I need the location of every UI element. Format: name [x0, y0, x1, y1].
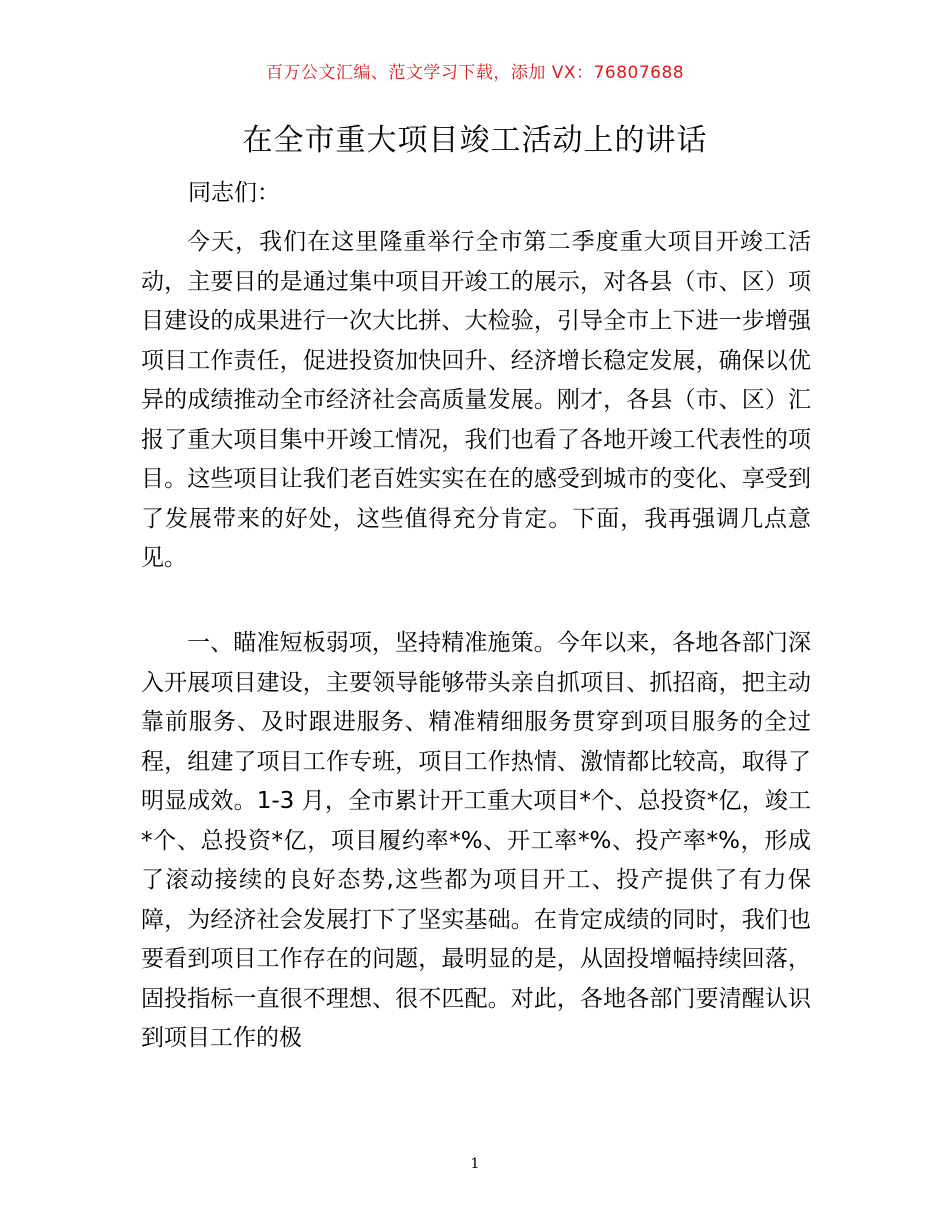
- paragraph-section-one: 一、瞄准短板弱项，坚持精准施策。今年以来，各地各部门深入开展项目建设，主要领导能够带头亲自抓项目、抓招商，把主动靠前服务、及时跟进服务、精准精细服务贯穿到项目服务的全过程，组建了项目工作专班，项目工作热情、激情都比较高，取得了明显成效。1-3 月，全市累计开工重大项目*个、总投资*亿，竣工*个、总投资*亿，项目履约率*%、开工率*%、投产率*%，形成了滚动接续的良好态势,这些都为项目开工、投产提供了有力保障，为经济社会发展打下了坚实基础。在肯定成绩的同时，我们也要看到项目工作存在的问题，最明显的是，从固投增幅持续回落，固投指标一直很不理想、很不匹配。对此，各地各部门要清醒认识到项目工作的极: [141, 630, 811, 1051]
- greeting: 同志们：: [188, 180, 280, 206]
- header-banner: 百万公文汇编、范文学习下载，添加 VX：76807688: [265, 63, 685, 83]
- paragraph-intro: 今天，我们在这里隆重举行全市第二季度重大项目开竣工活动，主要目的是通过集中项目开竣工的展示，对各县（市、区）项目建设的成果进行一次大比拼、大检验，引导全市上下进一步增强项目工作责任，促进投资加快回升、经济增长稳定发展，确保以优异的成绩推动全市经济社会高质量发展。刚才，各县（市、区）汇报了重大项目集中开竣工情况，我们也看了各地开竣工代表性的项目。这些项目让我们老百姓实实在在的感受到城市的变化、享受到了发展带来的好处，这些值得充分肯定。下面，我再强调几点意见。: [141, 229, 811, 571]
- page-number: 1: [470, 1156, 480, 1172]
- document-title: 在全市重大项目竣工活动上的讲话: [242, 123, 708, 158]
